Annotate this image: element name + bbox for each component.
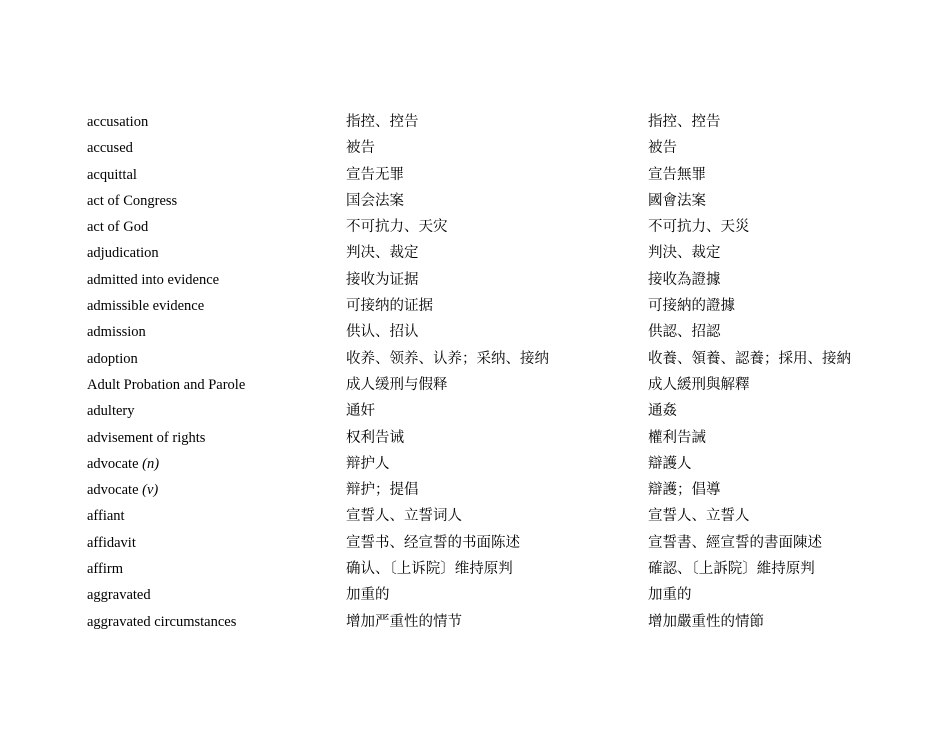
english-term-text: act of God [87,219,149,236]
english-term [87,582,151,608]
english-term-text: act of Congress [87,192,178,209]
traditional-chinese-term: 被告 [648,140,677,157]
simplified-chinese-term: 判决、裁定 [346,245,419,262]
english-term-text: aggravated circumstances [87,613,237,630]
traditional-chinese-term: 確認、〔上訴院〕維持原判 [648,561,815,578]
english-term-text: admission [87,324,146,341]
traditional-chinese-term: 指控、控告 [648,114,721,130]
simplified-chinese-term: 国会法案 [346,192,404,209]
simplified-chinese-term: 可接纳的证据 [346,298,433,315]
traditional-chinese-term: 判決、裁定 [648,245,721,262]
traditional-chinese-term: 成人緩刑與解釋 [648,376,750,393]
simplified-chinese-term: 接收为证据 [346,271,419,288]
english-term-text: affidavit [87,534,136,551]
english-term [87,293,204,319]
part-of-speech: (n) [142,455,160,472]
glossary-row [87,398,887,424]
simplified-chinese-term: 增加严重性的情节 [346,613,462,630]
glossary-row [87,372,887,398]
english-term [87,556,123,582]
glossary-row [87,214,887,240]
traditional-chinese-term: 宣誓書、經宣誓的書面陳述 [648,534,822,551]
glossary-row [87,503,887,529]
english-term-text: adultery [87,403,135,420]
traditional-chinese-term: 增加嚴重性的情節 [648,613,764,630]
english-term [87,609,236,635]
glossary-row [87,240,887,266]
traditional-chinese-term: 宣告無罪 [648,166,706,183]
english-term [87,214,148,240]
simplified-chinese-term: 收养、领养、认养；采纳、接纳 [346,350,549,367]
english-term [87,319,146,345]
english-term-text: advocate [87,482,143,499]
traditional-chinese-term: 辯護人 [648,455,692,472]
glossary-row [87,293,887,319]
glossary-row [87,477,887,503]
traditional-chinese-term: 供認、招認 [648,324,721,341]
english-term [87,135,133,161]
english-term-text: accusation [87,114,149,130]
english-term [87,451,159,477]
english-term [87,530,136,556]
glossary-row [87,162,887,188]
simplified-chinese-term: 供认、招认 [346,324,419,341]
english-term-text: admissible evidence [87,298,205,315]
simplified-chinese-term: 被告 [346,140,375,157]
glossary-row [87,346,887,372]
english-term-text: affiant [87,508,125,525]
english-term-text: acquittal [87,166,137,183]
english-term [87,398,135,424]
simplified-chinese-term: 成人缓刑与假释 [346,376,448,393]
traditional-chinese-term: 可接納的證據 [648,298,735,315]
traditional-chinese-term: 辯護；倡導 [648,482,721,499]
traditional-chinese-term: 加重的 [648,587,692,604]
english-term [87,188,177,214]
glossary-row [87,267,887,293]
english-term [87,162,137,188]
glossary-row [87,530,887,556]
simplified-chinese-term: 通奸 [346,403,375,420]
english-term-text: admitted into evidence [87,271,220,288]
part-of-speech: (v) [142,482,159,499]
english-term-text: advocate [87,455,143,472]
simplified-chinese-term: 指控、控告 [346,114,419,130]
glossary-row [87,582,887,608]
english-term [87,503,125,529]
glossary-row [87,451,887,477]
english-term [87,346,138,372]
english-term [87,267,219,293]
traditional-chinese-term: 接收為證據 [648,271,721,288]
english-term-text: adoption [87,350,138,367]
english-term-text: Adult Probation and Parole [87,376,246,393]
simplified-chinese-term: 确认、〔上诉院〕维持原判 [346,561,513,578]
glossary-row [87,109,887,135]
glossary-row [87,425,887,451]
glossary-row [87,609,887,635]
simplified-chinese-term: 加重的 [346,587,390,604]
traditional-chinese-term: 收養、領養、認養；採用、接納 [648,350,851,367]
english-term [87,109,148,135]
simplified-chinese-term: 辩护人 [346,455,390,472]
english-term [87,240,159,266]
traditional-chinese-term: 權利告誡 [648,429,706,446]
english-term-text: affirm [87,561,123,578]
simplified-chinese-term: 宣告无罪 [346,166,404,183]
simplified-chinese-term: 宣誓人、立誓词人 [346,508,462,525]
traditional-chinese-term: 宣誓人、立誓人 [648,508,750,525]
english-term-text: advisement of rights [87,429,206,446]
glossary-row [87,188,887,214]
english-term [87,477,158,503]
english-term [87,425,205,451]
simplified-chinese-term: 宣誓书、经宣誓的书面陈述 [346,534,520,551]
glossary-row [87,319,887,345]
simplified-chinese-term: 权利告诫 [346,429,404,446]
traditional-chinese-term: 國會法案 [648,192,706,209]
traditional-chinese-term: 通姦 [648,403,677,420]
glossary-row [87,135,887,161]
english-term-text: aggravated [87,587,151,604]
traditional-chinese-term: 不可抗力、天災 [648,219,750,236]
glossary-table [87,109,887,635]
english-term-text: adjudication [87,245,159,262]
english-term [87,372,245,398]
glossary-row [87,556,887,582]
simplified-chinese-term: 辩护；提倡 [346,482,419,499]
english-term-text: accused [87,140,133,157]
simplified-chinese-term: 不可抗力、天灾 [346,219,448,236]
